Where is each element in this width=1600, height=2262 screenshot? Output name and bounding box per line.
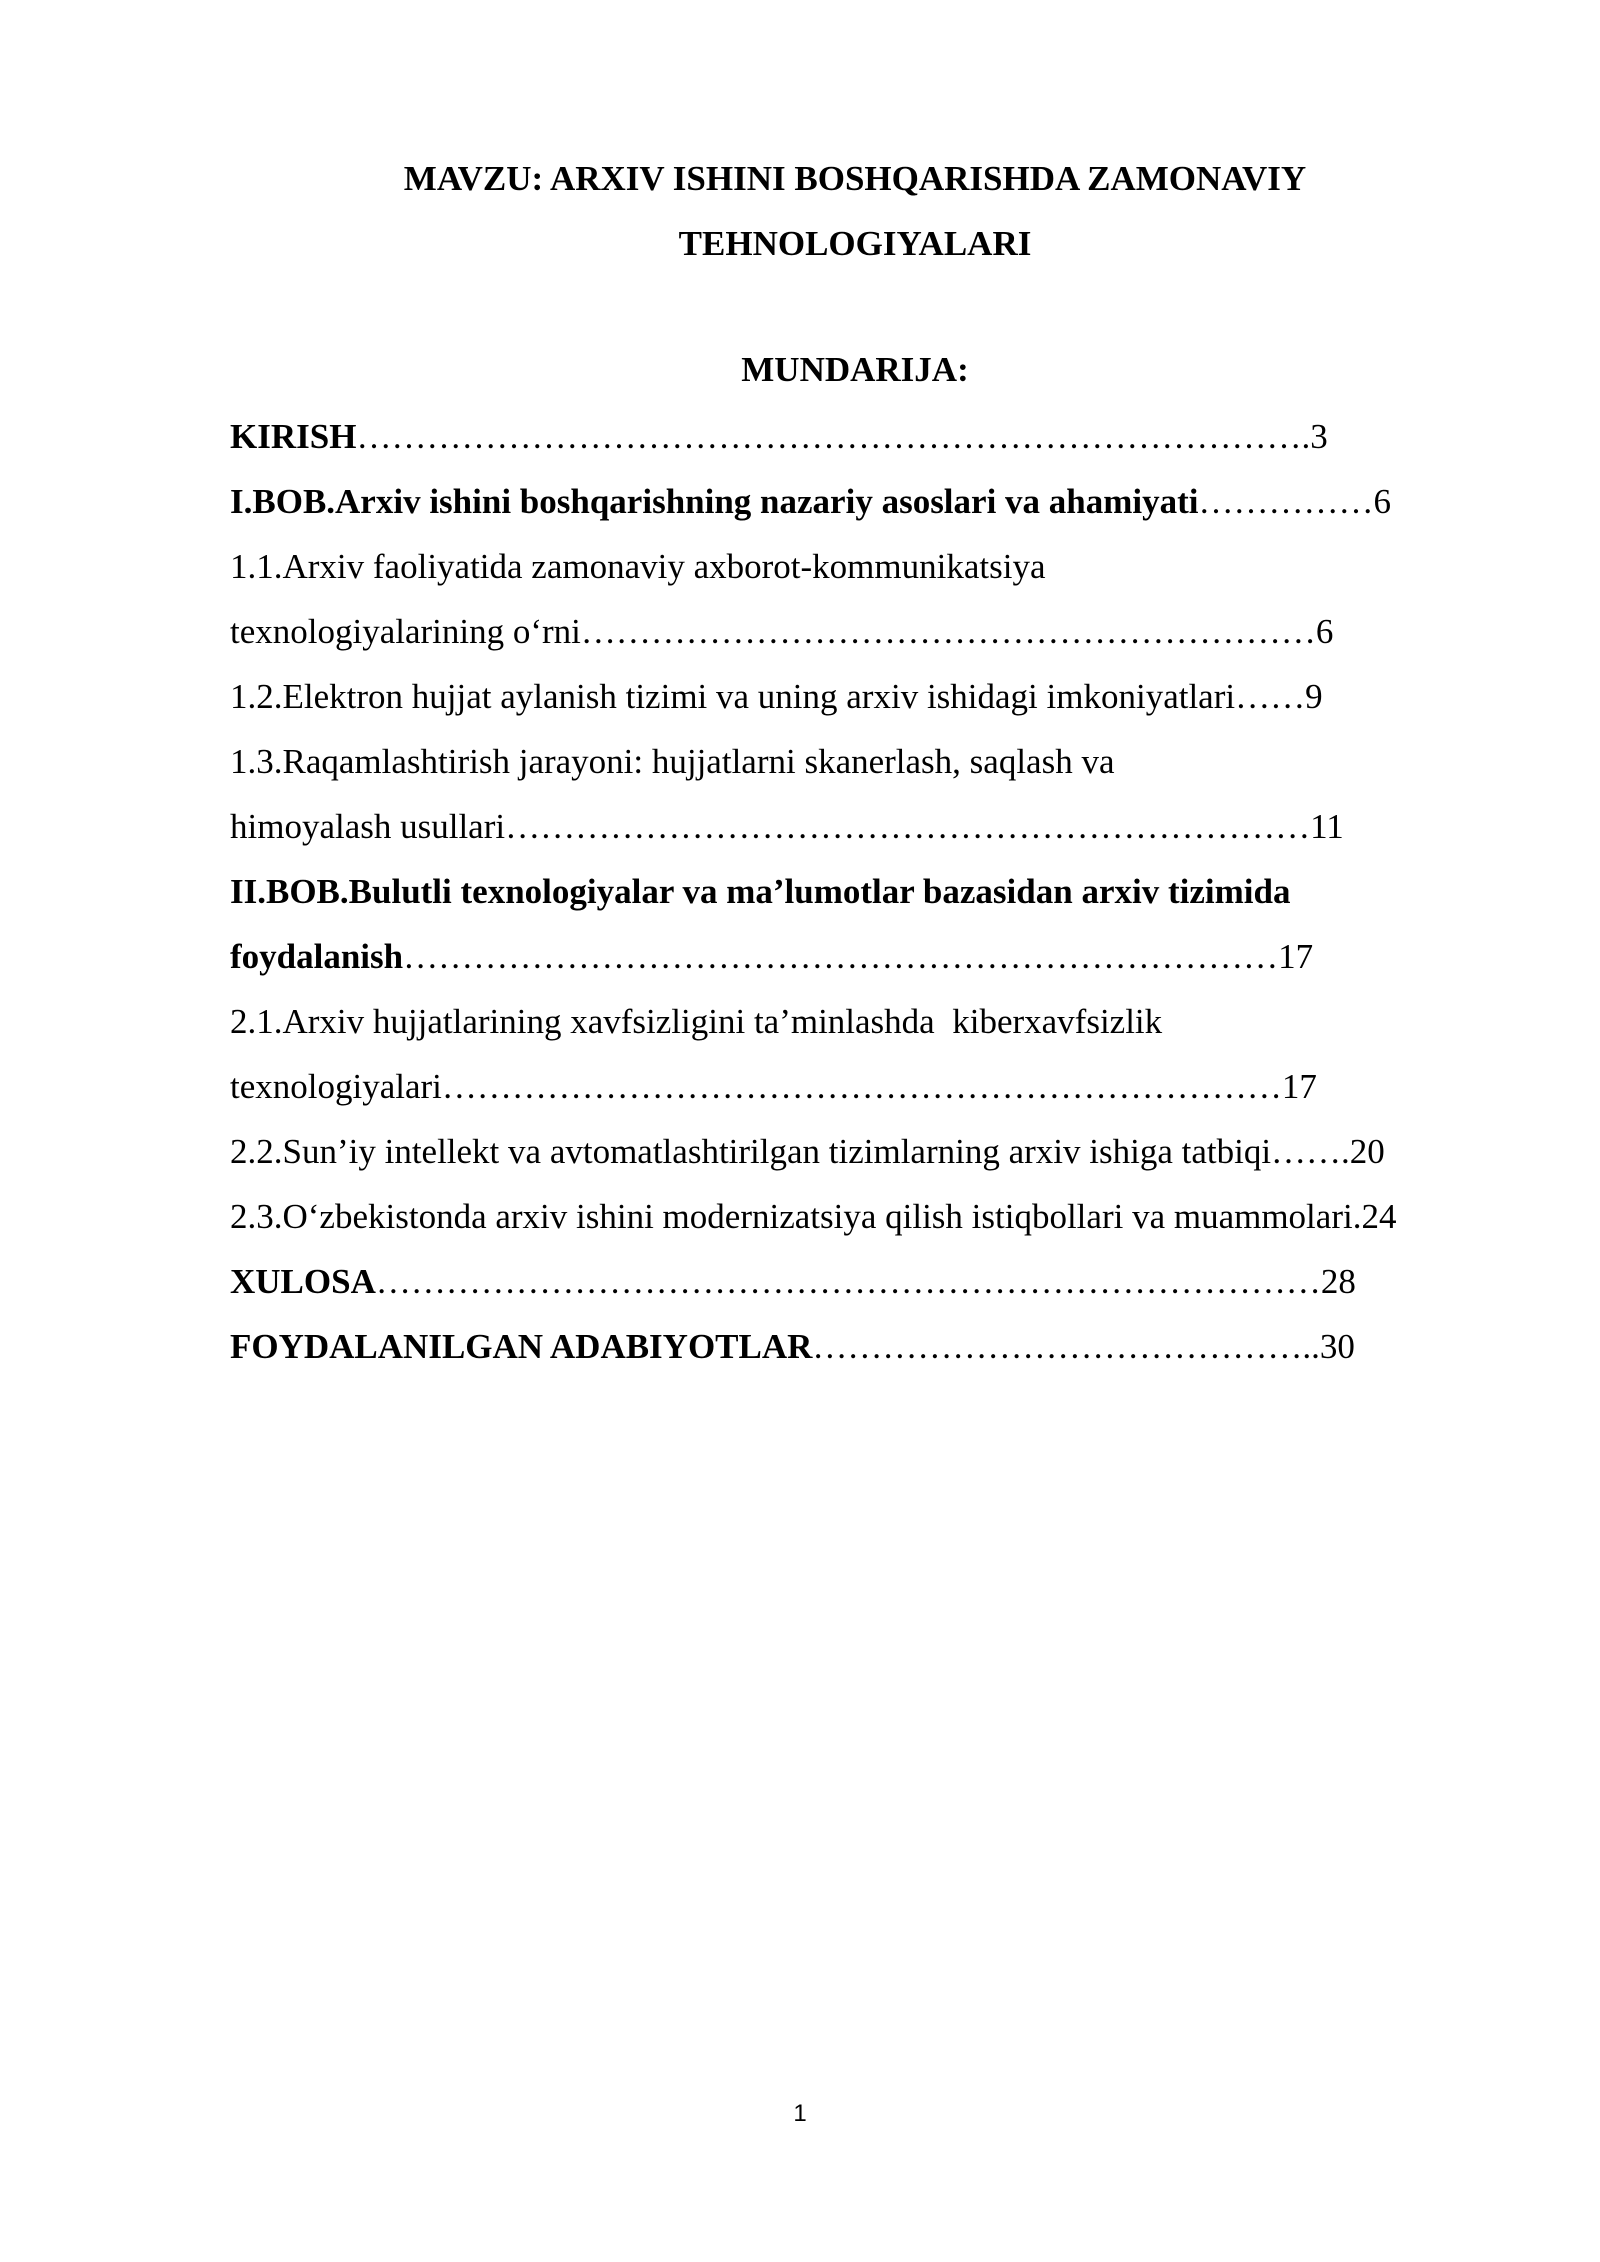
toc-leader: ……………………………………………………………………… — [375, 1262, 1321, 1301]
toc-page-number: 17 — [1278, 937, 1314, 976]
title-line-1: MAVZU: ARXIV ISHINI BOSHQARISHDA ZAMONAVIY — [403, 159, 1307, 198]
toc-entry-title-continued: texnologiyalari — [230, 1067, 442, 1106]
toc-leader: ……………………………………………………………… — [441, 1067, 1282, 1106]
toc-entry-title: 1.3.Raqamlashtirish jarayoni: hujjatlarni skanerlash, saqlash va — [230, 742, 1115, 781]
toc-entry-title: KIRISH — [230, 417, 357, 456]
toc-page-number: 20 — [1349, 1132, 1385, 1171]
toc-entry-title: II.BOB.Bulutli texnologiyalar va ma’lumotlar bazasidan arxiv tizimida — [230, 872, 1291, 911]
toc-entry-title: 1.2.Elektron hujjat aylanish tizimi va uning arxiv ishidagi imkoniyatlari — [230, 677, 1236, 716]
toc-page-number: 9 — [1305, 677, 1323, 716]
toc-leader: …………………………………….. — [812, 1327, 1320, 1366]
toc-entry-chapter-2-line-2 — [230, 924, 1530, 989]
toc-page-number: 28 — [1320, 1262, 1356, 1301]
toc-entry-kirish — [230, 404, 1530, 469]
toc-page-number: 17 — [1281, 1067, 1317, 1106]
toc-entry-2-1-line-1 — [230, 989, 1530, 1054]
table-of-contents — [230, 404, 1530, 1379]
toc-entry-1-3-line-1 — [230, 729, 1530, 794]
toc-entry-2-3 — [230, 1184, 1530, 1249]
toc-entry-title: FOYDALANILGAN ADABIYOTLAR — [230, 1327, 813, 1366]
toc-page-number: 11 — [1310, 807, 1344, 846]
toc-leader: …… — [1235, 677, 1306, 716]
toc-leader: …………………………………………………………… — [505, 807, 1311, 846]
toc-entry-title: 1.1.Arxiv faoliyatida zamonaviy axborot-kommunikatsiya — [230, 547, 1046, 586]
page-number: 1 — [793, 2100, 807, 2127]
toc-entry-1-2 — [230, 664, 1530, 729]
toc-page-number: 6 — [1315, 612, 1334, 651]
toc-entry-1-1-line-1 — [230, 534, 1530, 599]
toc-entry-xulosa — [230, 1249, 1530, 1314]
toc-page-number: 24 — [1361, 1197, 1397, 1236]
toc-leader: ……. — [1271, 1132, 1350, 1171]
toc-leader: ………………………………………………………………………. — [356, 417, 1311, 456]
toc-page-number: 6 — [1373, 482, 1392, 521]
toc-entry-1-3-line-2 — [230, 794, 1530, 859]
toc-leader: ……………………………………………………… — [580, 612, 1316, 651]
toc-entry-bibliography — [230, 1314, 1530, 1379]
toc-entry-title: XULOSA — [230, 1262, 376, 1301]
toc-leader: …………… — [1198, 482, 1374, 521]
toc-entry-title: I.BOB.Arxiv ishini boshqarishning nazariy asoslari va ahamiyati — [230, 482, 1199, 521]
toc-entry-chapter-2-line-1 — [230, 859, 1530, 924]
toc-entry-title: 2.1.Arxiv hujjatlarining xavfsizligini ta’minlashda kiberxavfsizlik — [230, 1002, 1163, 1041]
toc-entry-title-continued: texnologiyalarining o‘rni — [230, 612, 581, 651]
document-title — [230, 146, 1480, 276]
toc-entry-2-2 — [230, 1119, 1530, 1184]
toc-heading: MUNDARIJA: — [741, 350, 969, 389]
toc-entry-1-1-line-2 — [230, 599, 1530, 664]
toc-entry-title: 2.2.Sun’iy intellekt va avtomatlashtirilgan tizimlarning arxiv ishiga tatbiqi — [230, 1132, 1272, 1171]
toc-entry-title-continued: himoyalash usullari — [230, 807, 506, 846]
toc-entry-chapter-1 — [230, 469, 1530, 534]
toc-page-number: 30 — [1319, 1327, 1355, 1366]
toc-entry-title: 2.3.O‘zbekistonda arxiv ishini modernizatsiya qilish istiqbollari va muammolari. — [230, 1197, 1362, 1236]
toc-leader: ………………………………………………………………… — [403, 937, 1279, 976]
toc-page-number: 3 — [1310, 417, 1328, 456]
toc-entry-2-1-line-2 — [230, 1054, 1530, 1119]
title-line-2: TEHNOLOGIYALARI — [678, 224, 1032, 263]
toc-entry-title-continued: foydalanish — [230, 937, 404, 976]
